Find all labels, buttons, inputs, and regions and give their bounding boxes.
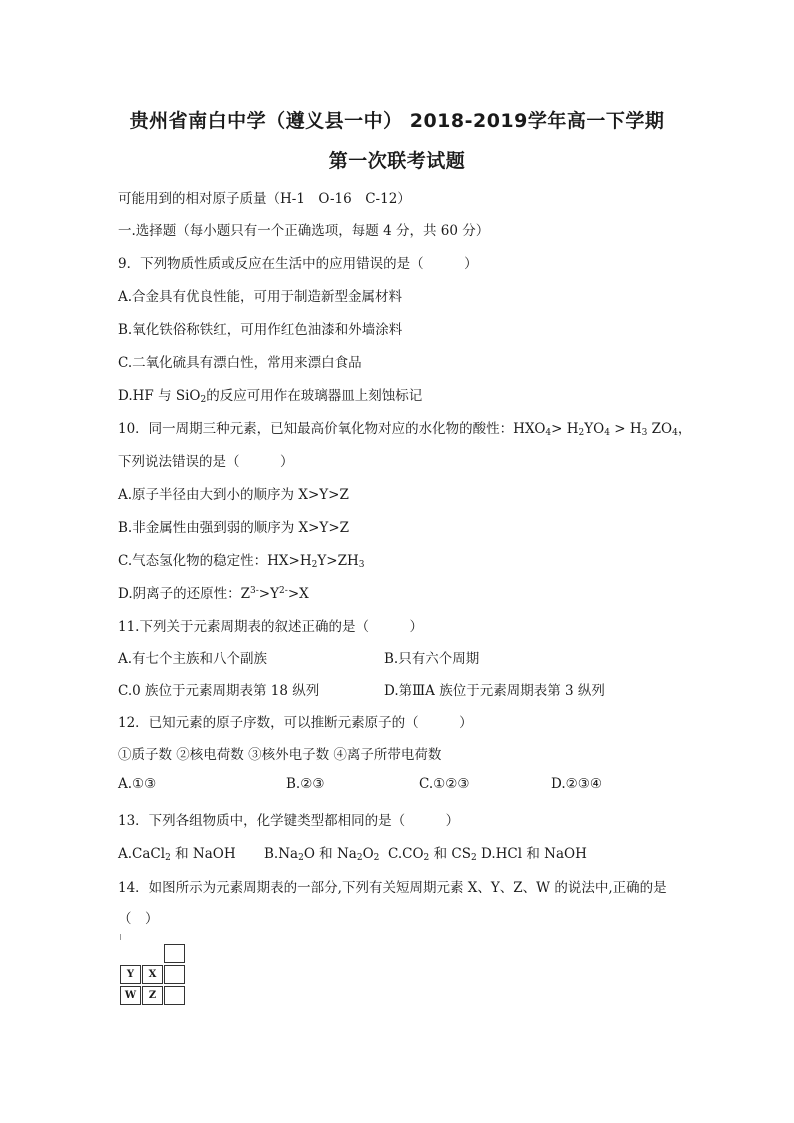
q11-stem: 11.下列关于元素周期表的叙述正确的是（ ） — [118, 619, 423, 635]
section-heading: 一.选择题（每小题只有一个正确选项，每题 4 分，共 60 分） — [118, 223, 490, 239]
q10-option-b: B.非金属性由强到弱的顺序为 X>Y>Z — [118, 520, 350, 536]
q10-stem: 10．同一周期三种元素，已知最高价氧化物对应的水化物的酸性：$HXO_4> H_2YO_4 > H_3$ $ZO_4$， — [118, 421, 692, 438]
periodic-table-fragment — [120, 944, 186, 1006]
q13-stem: 13．下列各组物质中，化学键类型都相同的是（ ） — [118, 813, 460, 829]
q11-option-b: B.只有六个周期 — [384, 651, 480, 667]
q12-option-b: B.②③ — [286, 776, 325, 792]
table-cell-z: Z — [142, 986, 163, 1005]
table-cell-y: Y — [120, 965, 141, 984]
q13-option-d: D.HCl 和 NaOH — [481, 846, 587, 862]
page-title-line2: 第一次联考试题 — [328, 150, 466, 172]
q11-option-c: C.0 族位于元素周期表第 18 纵列 — [118, 683, 320, 699]
q12-option-d: D.②③④ — [551, 776, 602, 792]
q13-option-b: $B.Na_2O$ 和 $Na_2O_2$ — [264, 846, 380, 863]
q12-option-c: C.①②③ — [419, 776, 470, 792]
q9-stem: 9．下列物质性质或反应在生活中的应用错误的是（ ） — [118, 256, 478, 272]
q14-stem: 14．如图所示为元素周期表的一部分,下列有关短周期元素 X、Y、Z、W 的说法中,正确的是 — [118, 880, 667, 896]
table-cell-empty-mid — [164, 965, 185, 984]
table-cell-empty-bottom — [164, 986, 185, 1005]
q10-stem-line2: 下列说法错误的是（ ） — [118, 454, 294, 470]
q9-option-d: D.HF 与 SiO$_2$的反应可用作在玻璃器皿上刻蚀标记 — [118, 388, 423, 405]
q10-option-a: A.原子半径由大到小的顺序为 X>Y>Z — [118, 487, 349, 503]
table-cell-w: W — [120, 986, 141, 1005]
q14-answer-blank: （ ） — [118, 911, 159, 927]
q13-option-a: A.CaCl$_2$ 和 NaOH — [118, 846, 236, 863]
atomic-masses-note: 可能用到的相对原子质量（H-1 O-16 C-12） — [118, 191, 411, 207]
q13-option-c: $C.CO_2$ 和 $CS_2$ — [388, 846, 477, 863]
q12-stem: 12．已知元素的原子序数，可以推断元素原子的（ ） — [118, 715, 473, 731]
q11-option-d: D.第ⅢA 族位于元素周期表第 3 纵列 — [384, 683, 605, 699]
q10-option-d: D.阴离子的还原性：$Z^{3-}>Y^{2-}>X$ — [118, 586, 309, 602]
q9-option-b: B.氧化铁俗称铁红，可用作红色油漆和外墙涂料 — [118, 322, 403, 338]
q9-option-c: C.二氧化硫具有漂白性，常用来漂白食品 — [118, 355, 362, 371]
q10-option-c: C.气态氢化物的稳定性：$HX>H_2Y>ZH_3$ — [118, 553, 365, 570]
q12-items: ①质子数 ②核电荷数 ③核外电子数 ④离子所带电荷数 — [118, 747, 442, 763]
q12-option-a: A.①③ — [118, 776, 157, 792]
q11-option-a: A.有七个主族和八个副族 — [118, 651, 268, 667]
table-cell-x: X — [142, 965, 163, 984]
q9-option-a: A.合金具有优良性能，可用于制造新型金属材料 — [118, 289, 403, 305]
page-title-line1: 贵州省南白中学（遵义县一中） 2018-2019学年高一下学期 — [129, 110, 665, 132]
figure-marker — [120, 934, 121, 940]
table-cell-empty-top — [164, 944, 185, 963]
